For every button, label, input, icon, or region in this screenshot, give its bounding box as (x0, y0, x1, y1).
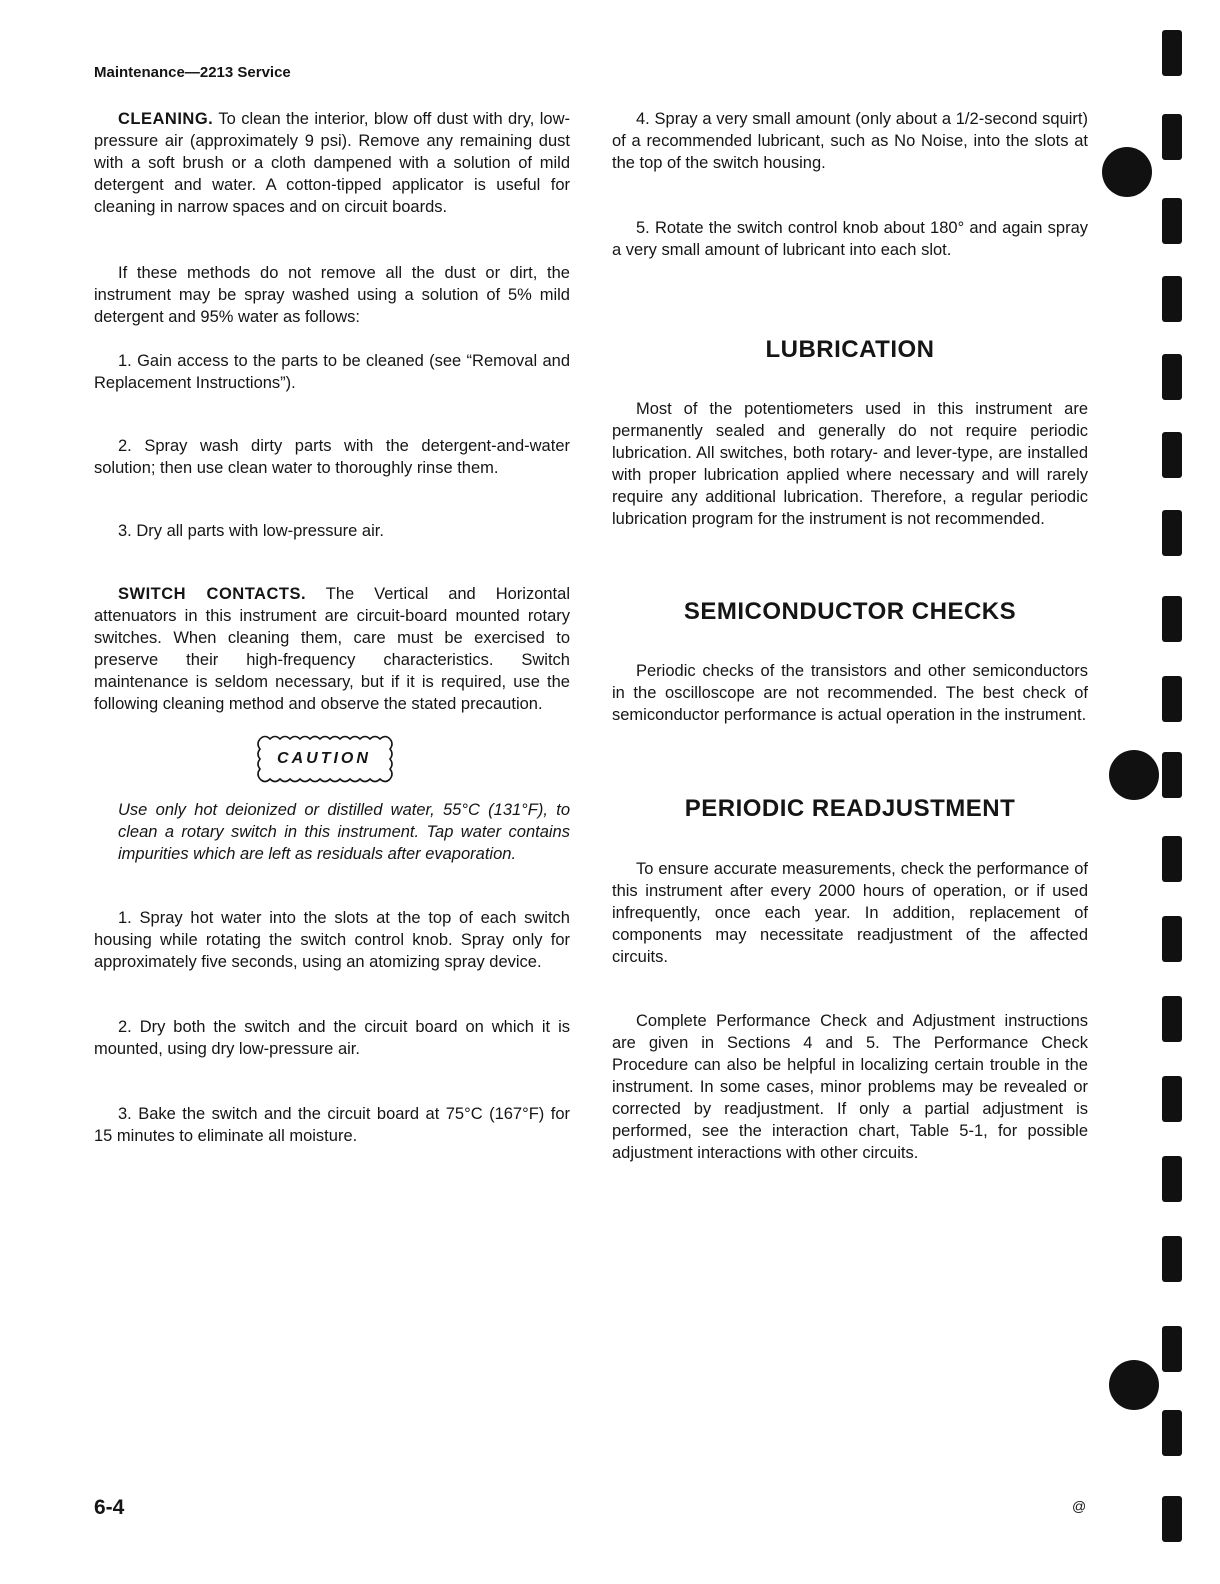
readjustment-paragraph-2: Complete Performance Check and Adjustment instructions are given in Sections 4 and 5. The Performance Check Procedure can also be helpful in localizing certain trouble in the instrument. In some cases, minor problems may be revealed or corrected by readjustment. If only a partial adjustment is performed, see the interaction chart, Table 5-1, for possible adjustment interactions with other circuits. (612, 1012, 1088, 1162)
cleaning-text: To clean the interior, blow off dust with dry, low-pressure air (approximately 9 psi). Remove any remaining dust with a soft brush or a cloth dampened with a solution of mild detergent and water. A cotton-tipped applicator is useful for cleaning in narrow spaces and on circuit boards. (94, 110, 570, 216)
cleaning-lead: CLEANING. (118, 110, 214, 128)
switch-contacts-text: The Vertical and Horizontal attenuators in this instrument are circuit-board mounted rotary switches. When cleaning them, care must be exercised to preserve their high-frequency characteristics. Switch maintenance is seldom necessary, but if it is required, use the following cleaning method and observe the stated precaution. (94, 585, 570, 713)
binding-mark-icon (1162, 596, 1182, 642)
readjustment-heading: PERIODIC READJUSTMENT (684, 795, 1016, 822)
page-number: 6-4 (94, 1496, 125, 1519)
switch-step-2: 2. Dry both the switch and the circuit board on which it is mounted, using dry low-pressure air. (94, 1018, 570, 1058)
footer-mark: @ (1072, 1498, 1087, 1514)
binding-mark-icon (1162, 916, 1182, 962)
binding-mark-icon (1162, 1156, 1182, 1202)
punch-hole-icon (1109, 750, 1159, 800)
semiconductor-heading: SEMICONDUCTOR CHECKS (683, 598, 1017, 625)
binding-mark-icon (1162, 836, 1182, 882)
spray-step-2: 2. Spray wash dirty parts with the detergent-and-water solution; then use clean water to thoroughly rinse them. (94, 437, 570, 477)
punch-hole-icon (1102, 147, 1152, 197)
page-header: Maintenance—2213 Service (94, 64, 291, 81)
right-column (612, 108, 1088, 1164)
binding-mark-icon (1162, 354, 1182, 400)
switch-contacts-paragraph (94, 583, 570, 715)
binding-mark-icon (1162, 30, 1182, 76)
caution-label: CAUTION (277, 750, 371, 767)
lubrication-paragraph: Most of the potentiometers used in this instrument are permanently sealed and generally do not require periodic lubrication. All switches, both rotary- and lever-type, are installed with proper lubrication applied where necessary and will rarely require any additional lubrication. Therefore, a regular periodic lubrication program for the instrument is not recommended. (612, 400, 1088, 528)
readjustment-paragraph-1: To ensure accurate measurements, check the performance of this instrument after every 2000 hours of operation, or if used infrequently, once each year. In addition, replacement of components may necessitate readjustment of the affected circuits. (612, 860, 1088, 966)
switch-step-4: 4. Spray a very small amount (only about a 1/2-second squirt) of a recommended lubricant, such as No Noise, into the slots at the top of the switch housing. (612, 110, 1088, 172)
switch-step-1: 1. Spray hot water into the slots at the top of each switch housing while rotating the switch control knob. Spray only for approximately five seconds, using an atomizing spray device. (94, 909, 570, 971)
binding-mark-icon (1162, 676, 1182, 722)
binding-mark-icon (1162, 510, 1182, 556)
binding-mark-icon (1162, 1326, 1182, 1372)
caution-text: Use only hot deionized or distilled water, 55°C (131°F), to clean a rotary switch in this instrument. Tap water contains impurities which are left as residuals after evaporation. (118, 801, 570, 863)
spray-step-3: 3. Dry all parts with low-pressure air. (118, 522, 384, 540)
binding-mark-icon (1162, 752, 1182, 798)
caution-notice (78, 733, 570, 799)
binding-mark-icon (1162, 1496, 1182, 1542)
switch-step-5: 5. Rotate the switch control knob about 180° and again spray a very small amount of lubricant into each slot. (612, 219, 1088, 259)
punch-hole-icon (1109, 1360, 1159, 1410)
spray-intro-paragraph: If these methods do not remove all the dust or dirt, the instrument may be spray washed using a solution of 5% mild detergent and 95% water as follows: (94, 264, 570, 326)
switch-step-3: 3. Bake the switch and the circuit board at 75°C (167°F) for 15 minutes to eliminate all moisture. (94, 1105, 570, 1145)
binding-mark-icon (1162, 1236, 1182, 1282)
binding-mark-icon (1162, 432, 1182, 478)
binding-mark-icon (1162, 996, 1182, 1042)
binding-mark-icon (1162, 276, 1182, 322)
binding-mark-icon (1162, 198, 1182, 244)
semiconductor-paragraph: Periodic checks of the transistors and other semiconductors in the oscilloscope are not recommended. The best check of semiconductor performance is actual operation in the instrument. (612, 662, 1088, 724)
caution-box (254, 733, 394, 785)
binding-mark-icon (1162, 1076, 1182, 1122)
binding-mark-icon (1162, 1410, 1182, 1456)
binding-mark-icon (1162, 114, 1182, 160)
left-column (94, 108, 570, 1147)
cleaning-paragraph (94, 108, 570, 218)
lubrication-heading: LUBRICATION (765, 336, 935, 363)
spray-step-1: 1. Gain access to the parts to be cleaned (see “Removal and Replacement Instructions”). (94, 352, 570, 392)
switch-contacts-lead: SWITCH CONTACTS. (118, 585, 307, 603)
